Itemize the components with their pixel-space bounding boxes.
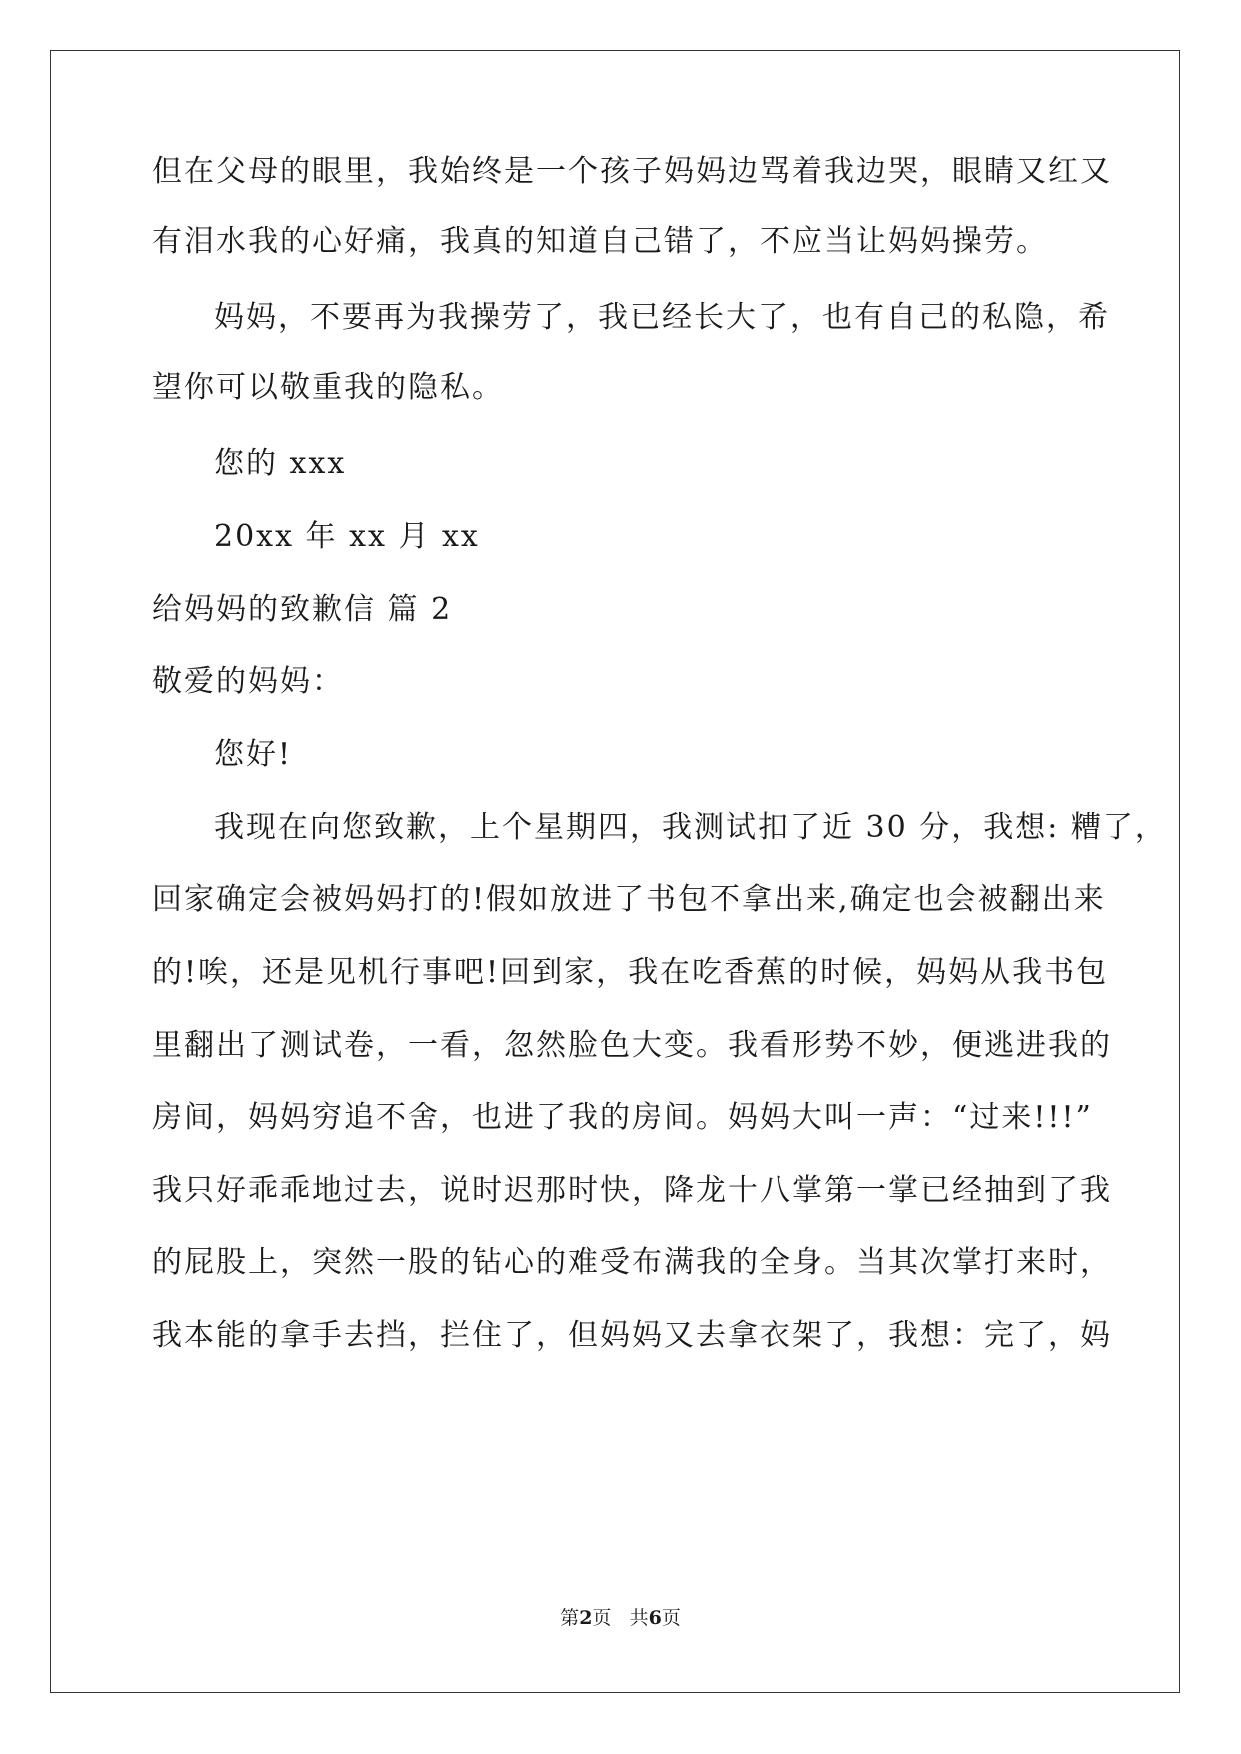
page-number: 2 [579,1607,593,1629]
body-line: 有泪水我的心好痛，我真的知道自己错了，不应当让妈妈操劳。 [152,224,1048,259]
signature-line: 您的 xxx [214,446,347,481]
body-line: 我只好乖乖地过去，说时迟那时快，降龙十八掌第一掌已经抽到了我 [152,1173,1112,1208]
body-line: 妈妈，不要再为我操劳了，我已经长大了，也有自己的私隐，希 [214,300,1110,335]
salutation: 敬爱的妈妈： [152,664,344,699]
total-suffix: 页 [661,1607,681,1629]
greeting: 您好! [214,737,293,772]
page-suffix: 页 [592,1607,612,1629]
body-line: 我本能的拿手去挡，拦住了，但妈妈又去拿衣架了，我想：完了，妈 [152,1318,1112,1353]
page-footer [0,1606,1241,1630]
section-heading: 给妈妈的致歉信 篇 2 [152,592,453,627]
body-line: 望你可以敬重我的隐私。 [152,370,504,405]
total-pages: 6 [648,1607,662,1629]
body-line: 回家确定会被妈妈打的!假如放进了书包不拿出来,确定也会被翻出来 [152,882,1106,917]
body-line: 房间，妈妈穷追不舍，也进了我的房间。妈妈大叫一声：“过来!!!” [152,1100,1093,1135]
body-line: 的屁股上，突然一股的钻心的难受布满我的全身。当其次掌打来时， [152,1245,1112,1280]
body-line: 我现在向您致歉，上个星期四，我测试扣了近 30 分，我想: 糟了， [214,810,1167,845]
body-line: 但在父母的眼里，我始终是一个孩子妈妈边骂着我边哭，眼睛又红又 [152,154,1112,189]
page-border [50,50,1180,1693]
body-line: 里翻出了测试卷，一看，忽然脸色大变。我看形势不妙，便逃进我的 [152,1028,1112,1063]
total-prefix: 共 [629,1607,649,1629]
body-line: 的!唉，还是见机行事吧!回到家，我在吃香蕉的时候，妈妈从我书包 [152,955,1109,990]
date-line: 20xx 年 xx 月 xx [214,519,480,554]
page-prefix: 第 [560,1607,580,1629]
